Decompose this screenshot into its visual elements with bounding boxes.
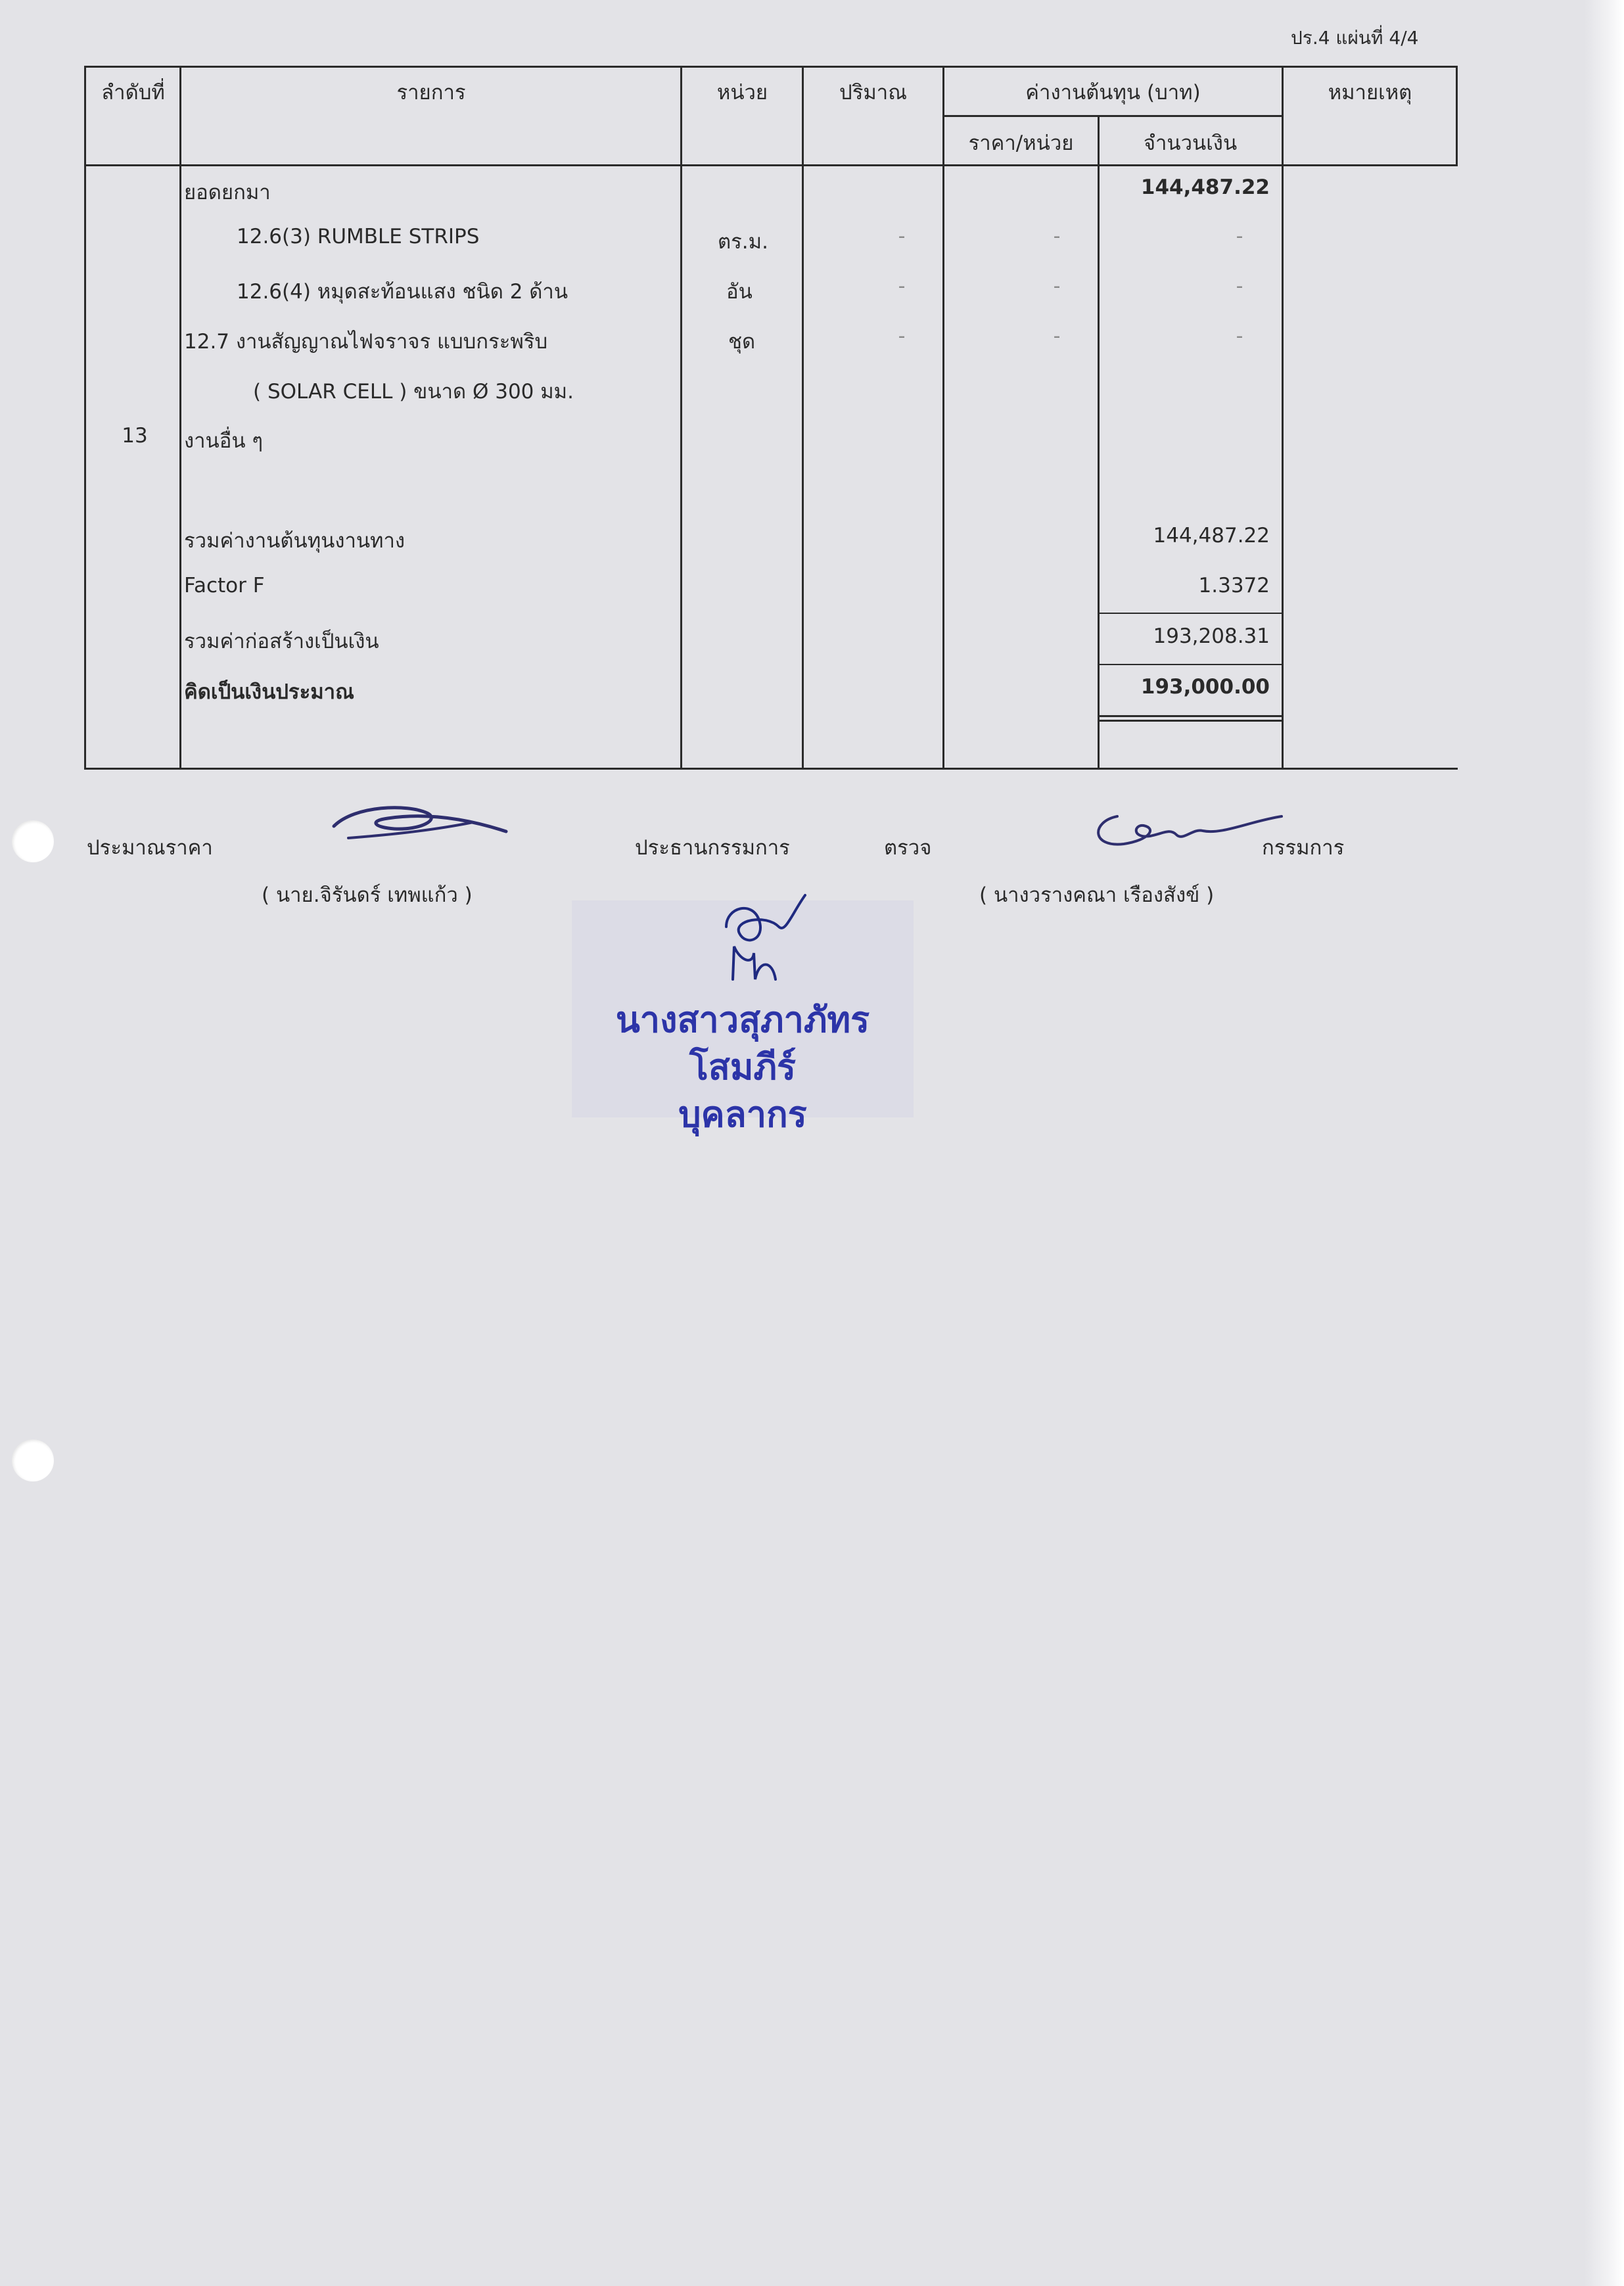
table-line bbox=[84, 768, 1458, 770]
row-rumble-strips-amount: - bbox=[1236, 225, 1243, 248]
row-reflector-qty: - bbox=[898, 275, 906, 298]
stamp-text bbox=[578, 996, 907, 1138]
row-carried-forward-amount: 144,487.22 bbox=[1140, 175, 1270, 199]
summary-approx-value: 193,000.00 bbox=[1140, 675, 1270, 699]
table-line bbox=[84, 66, 1458, 68]
table-line bbox=[1098, 115, 1100, 770]
header-unit-price: ราคา/หน่วย bbox=[968, 131, 1074, 155]
header-quantity: ปริมาณ bbox=[839, 81, 907, 105]
header-item: รายการ bbox=[396, 81, 466, 105]
row-traffic-signal-amount: - bbox=[1236, 325, 1243, 348]
row-rumble-strips-price: - bbox=[1053, 225, 1061, 248]
row-traffic-signal-price: - bbox=[1053, 325, 1061, 348]
summary-construction-value: 193,208.31 bbox=[1153, 624, 1270, 648]
summary-factor-value: 1.3372 bbox=[1198, 574, 1270, 597]
table-line bbox=[680, 66, 682, 770]
row-13-seq: 13 bbox=[122, 424, 148, 448]
header-amount: จำนวนเงิน bbox=[1143, 131, 1238, 155]
table-line bbox=[84, 164, 1458, 166]
page-label: ปร.4 แผ่นที่ 4/4 bbox=[1291, 27, 1419, 49]
header-cost: ค่างานต้นทุน (บาท) bbox=[1025, 81, 1201, 105]
member-name: ( นางวรางคณา เรืองสังข์ ) bbox=[979, 883, 1215, 907]
member-label: กรรมการ bbox=[1262, 836, 1345, 860]
estimator-name: ( นาย.จิรันดร์ เทพแก้ว ) bbox=[262, 883, 473, 907]
chair-label: ประธานกรรมการ bbox=[635, 836, 790, 860]
check-label: ตรวจ bbox=[884, 836, 932, 860]
summary-factor-label: Factor F bbox=[184, 574, 265, 597]
summary-approx-label: คิดเป็นเงินประมาณ bbox=[184, 680, 354, 704]
row-13-item: งานอื่น ๆ bbox=[184, 429, 264, 453]
table-line bbox=[84, 66, 86, 770]
table-line bbox=[1098, 720, 1283, 722]
cost-table bbox=[0, 0, 1624, 789]
row-reflector-amount: - bbox=[1236, 275, 1243, 298]
summary-base-cost-label: รวมค่างานต้นทุนงานทาง bbox=[184, 529, 406, 553]
row-traffic-signal: 12.7 งานสัญญาณไฟจราจร แบบกระพริบ bbox=[184, 330, 548, 354]
member-signature bbox=[1078, 802, 1288, 854]
stamp-person-name: นางสาวสุภาภัทร โสมภีร์ bbox=[615, 998, 870, 1088]
row-carried-forward-label: ยอดยกมา bbox=[184, 181, 271, 204]
row-traffic-signal-qty: - bbox=[898, 325, 906, 348]
table-line bbox=[1098, 613, 1283, 614]
row-rumble-strips-qty: - bbox=[898, 225, 906, 248]
table-line bbox=[802, 66, 804, 770]
estimator-signature bbox=[329, 792, 513, 851]
row-reflector-unit: อัน bbox=[726, 280, 753, 304]
estimator-label: ประมาณราคา bbox=[87, 836, 213, 860]
header-seq: ลำดับที่ bbox=[101, 81, 165, 105]
header-remark: หมายเหตุ bbox=[1328, 81, 1412, 105]
row-rumble-strips-unit: ตร.ม. bbox=[718, 230, 768, 254]
table-line bbox=[1098, 715, 1283, 717]
summary-base-cost-value: 144,487.22 bbox=[1153, 524, 1270, 548]
row-rumble-strips: 12.6(3) RUMBLE STRIPS bbox=[237, 225, 480, 248]
row-reflector-price: - bbox=[1053, 275, 1061, 298]
row-solar-cell: ( SOLAR CELL ) ขนาด Ø 300 มม. bbox=[253, 380, 574, 404]
table-line bbox=[942, 66, 944, 770]
row-traffic-signal-unit: ชุด bbox=[728, 330, 756, 354]
header-unit: หน่วย bbox=[716, 81, 768, 105]
table-line bbox=[1098, 664, 1283, 665]
row-reflector: 12.6(4) หมุดสะท้อนแสง ชนิด 2 ด้าน bbox=[237, 280, 568, 304]
stamp-signature bbox=[713, 887, 812, 986]
summary-construction-label: รวมค่าก่อสร้างเป็นเงิน bbox=[184, 630, 379, 653]
stamp-title: บุคลากร bbox=[678, 1093, 807, 1135]
punch-hole bbox=[12, 820, 54, 862]
table-line bbox=[179, 66, 181, 770]
punch-hole bbox=[12, 1439, 54, 1481]
table-line bbox=[942, 115, 1283, 117]
